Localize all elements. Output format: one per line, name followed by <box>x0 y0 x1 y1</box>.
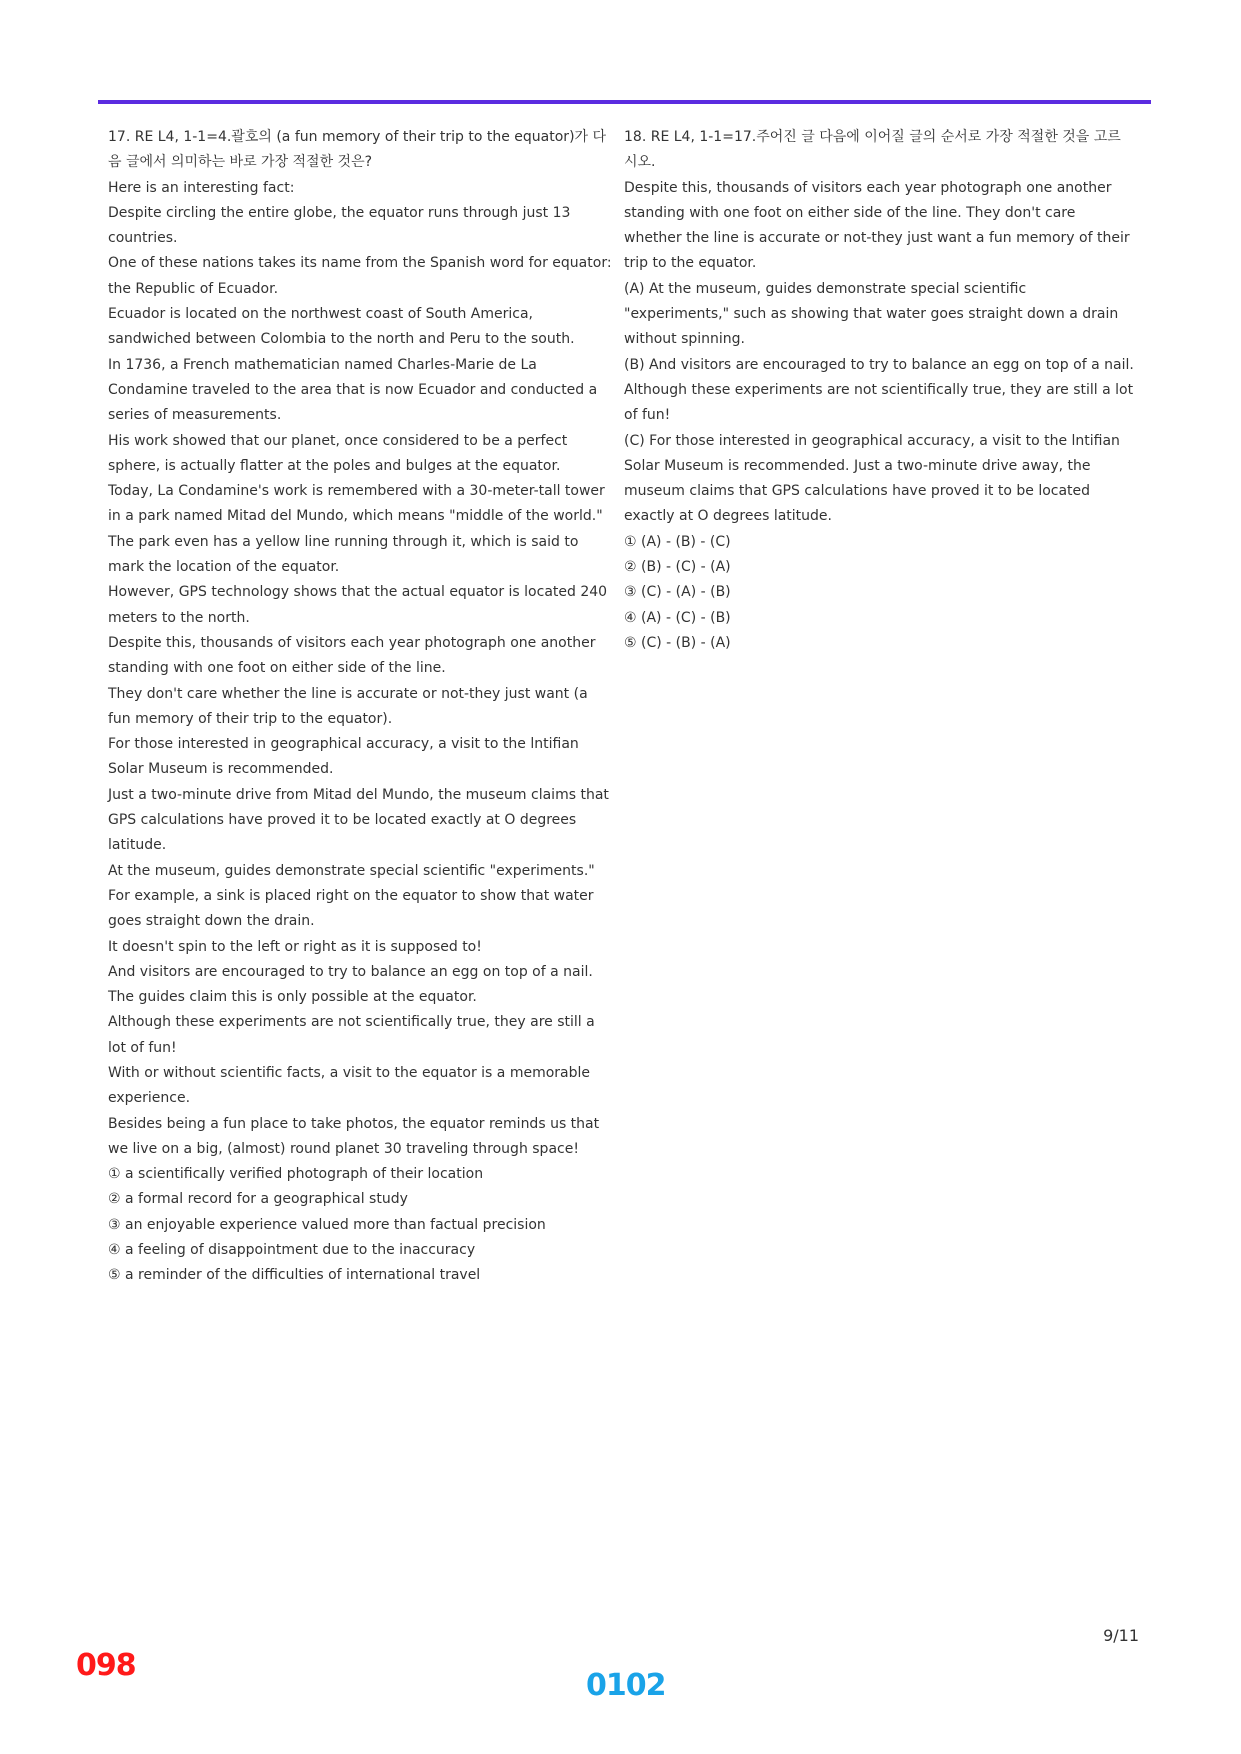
passage-line: And visitors are encouraged to try to balance an egg on top of a nail. <box>108 963 593 980</box>
answer-option-4[interactable]: ④ a feeling of disappointment due to the inaccuracy <box>108 1242 476 1259</box>
paragraph-a: (A) At the museum, guides demonstrate special scientific "experiments," such as showing that water goes straight down a drain without spinning. <box>624 280 1119 348</box>
question-17-title: 17. RE L4, 1-1=4.괄호의 (a fun memory of their trip to the equator)가 다음 글에서 의미하는 바로 가장 적절한 것은? <box>108 129 607 171</box>
passage-line: However, GPS technology shows that the actual equator is located 240 meters to the north. <box>108 584 608 626</box>
answer-option-2[interactable]: ② (B) - (C) - (A) <box>624 559 731 576</box>
passage-line: Although these experiments are not scientifically true, they are still a lot of fun! <box>108 1014 595 1056</box>
passage-line: At the museum, guides demonstrate special scientific "experiments." <box>108 862 595 879</box>
passage-line: Here is an interesting fact: <box>108 179 295 196</box>
passage-line: The guides claim this is only possible at the equator. <box>108 989 477 1006</box>
page-number: 9/11 <box>1103 1626 1139 1645</box>
passage-line: They don't care whether the line is accurate or not-they just want (a fun memory of their trip to the equator). <box>108 685 588 727</box>
given-passage: Despite this, thousands of visitors each year photograph one another standing with one foot on either side of the line. They don't care whether the line is accurate or not-they just want a fun memory of their trip to the equator. <box>624 179 1130 272</box>
question-18 <box>624 125 1134 656</box>
passage-line: Besides being a fun place to take photos, the equator reminds us that we live on a big, (almost) round planet 30 traveling through space! <box>108 1115 600 1157</box>
passage-line: In 1736, a French mathematician named Charles-Marie de La Condamine traveled to the area that is now Ecuador and conducted a series of measurements. <box>108 356 598 424</box>
answer-option-3[interactable]: ③ (C) - (A) - (B) <box>624 584 731 601</box>
passage-line: Today, La Condamine's work is remembered with a 30-meter-tall tower in a park named Mitad del Mundo, which means "middle of the world." <box>108 483 605 525</box>
paragraph-b: (B) And visitors are encouraged to try to balance an egg on top of a nail. Although these experiments are not scientifically true, they are still a lot of fun! <box>624 356 1134 424</box>
passage-line: The park even has a yellow line running through it, which is said to mark the location of the equator. <box>108 533 579 576</box>
passage-line: Despite circling the entire globe, the equator runs through just 13 countries. <box>108 204 571 247</box>
top-rule <box>98 100 1151 104</box>
answer-option-3[interactable]: ③ an enjoyable experience valued more than factual precision <box>108 1216 546 1233</box>
passage-line: His work showed that our planet, once considered to be a perfect sphere, is actually flatter at the poles and bulges at the equator. <box>108 432 568 474</box>
question-17 <box>108 125 613 1289</box>
answer-option-2[interactable]: ② a formal record for a geographical study <box>108 1191 408 1208</box>
answer-option-4[interactable]: ④ (A) - (C) - (B) <box>624 609 731 626</box>
passage-line: For those interested in geographical accuracy, a visit to the lntifian Solar Museum is recommended. <box>108 736 579 778</box>
passage-line: For example, a sink is placed right on the equator to show that water goes straight down the drain. <box>108 887 594 930</box>
passage-line: Ecuador is located on the northwest coast of South America, sandwiched between Colombia to the north and Peru to the south. <box>108 306 575 348</box>
logo-center: 0102 <box>586 1668 666 1703</box>
paragraph-c: (C) For those interested in geographical accuracy, a visit to the lntifian Solar Museum is recommended. Just a two-minute drive away, the museum claims that GPS calculations have proved it to be located exactly at O degrees latitude. <box>624 432 1120 525</box>
answer-option-5[interactable]: ⑤ a reminder of the difficulties of international travel <box>108 1267 481 1284</box>
question-18-title: 18. RE L4, 1-1=17.주어진 글 다음에 이어질 글의 순서로 가장 적절한 것을 고르시오. <box>624 129 1121 171</box>
answer-option-1[interactable]: ① a scientifically verified photograph of their location <box>108 1166 484 1183</box>
logo-left: 098 <box>76 1648 136 1683</box>
passage-line: With or without scientific facts, a visit to the equator is a memorable experience. <box>108 1064 591 1107</box>
answer-option-1[interactable]: ① (A) - (B) - (C) <box>624 533 731 550</box>
passage-line: Despite this, thousands of visitors each year photograph one another standing with one foot on either side of the line. <box>108 634 596 677</box>
passage-line: Just a two-minute drive from Mitad del Mundo, the museum claims that GPS calculations have proved it to be located exactly at O degrees latitude. <box>108 786 609 854</box>
passage-line: It doesn't spin to the left or right as it is supposed to! <box>108 938 482 955</box>
passage-line: One of these nations takes its name from the Spanish word for equator: the Republic of Ecuador. <box>108 255 612 297</box>
answer-option-5[interactable]: ⑤ (C) - (B) - (A) <box>624 634 731 651</box>
